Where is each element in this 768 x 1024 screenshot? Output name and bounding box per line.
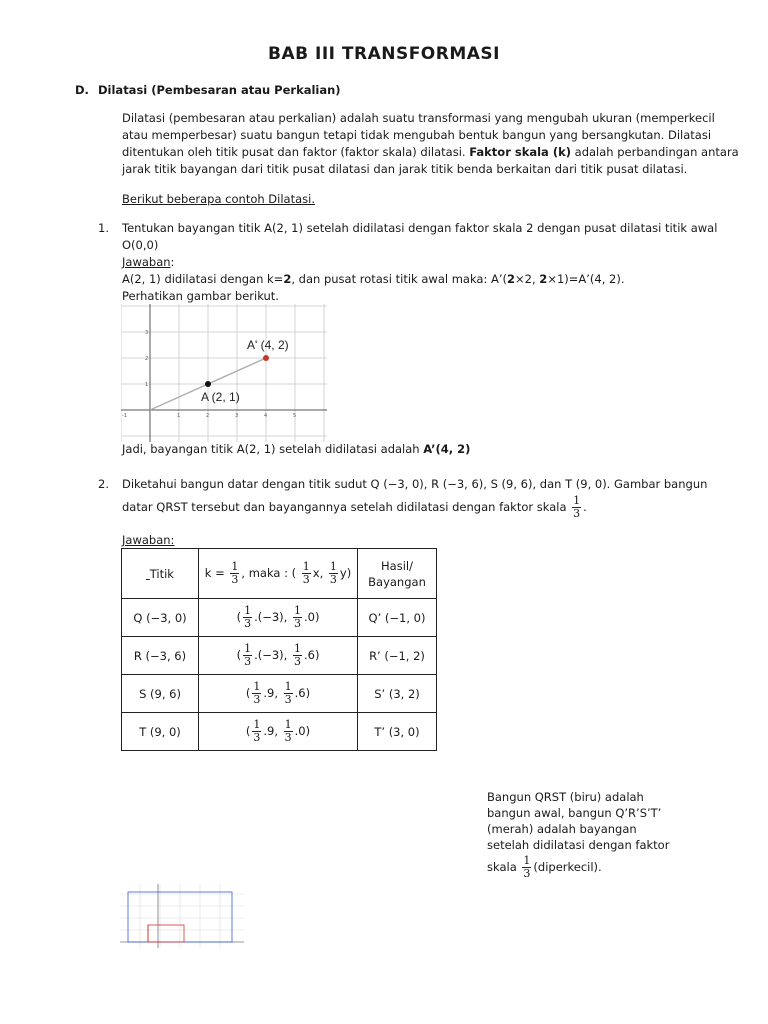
- answer-label-text: Jawaban: [122, 255, 171, 269]
- graph-grid: [120, 884, 244, 948]
- intro-line: [122, 144, 739, 161]
- table-row: [122, 713, 437, 751]
- answer-colon: :: [170, 255, 175, 269]
- answer-text: ×1)=A’(4, 2).: [547, 272, 625, 286]
- x-tick-label: 5: [293, 413, 297, 419]
- question-line: O(0,0): [122, 238, 159, 252]
- answer-text: ×2,: [515, 272, 540, 286]
- question-line: Diketahui bangun datar dengan titik sudut Q (−3, 0), R (−3, 6), S (9, 6), dan T (9, 0). Gambar bangun: [122, 477, 708, 491]
- answer-label: Jawaban:: [122, 533, 175, 547]
- question-end: .: [583, 500, 587, 514]
- point-a: [205, 381, 211, 387]
- answer-bold: 2: [507, 272, 516, 286]
- question-line: [122, 495, 587, 520]
- cell-hasil: T’ (3, 0): [358, 713, 437, 751]
- table-row: [122, 675, 437, 713]
- conclusion-text: Jadi, bayangan titik A(2, 1) setelah didilatasi adalah: [122, 442, 424, 456]
- answer-text: A(2, 1) didilatasi dengan k=: [122, 272, 284, 286]
- cell-formula: ( $\frac{1}{3}$ .(−3), $\frac{1}{3}$ .0): [199, 599, 358, 637]
- cell-formula: ( $\frac{1}{3}$ .9, $\frac{1}{3}$ .6): [199, 675, 358, 713]
- graph-note: [487, 789, 669, 880]
- table-row: [122, 599, 437, 637]
- note-line: skala $\frac{1}{3}$ (diperkecil).: [487, 854, 602, 880]
- y-tick-label: 2: [145, 356, 149, 362]
- section-letter: D.: [75, 83, 89, 97]
- example-1-number: 1.: [98, 221, 109, 235]
- table-header-row: [122, 549, 437, 599]
- example-1-conclusion: [122, 441, 470, 458]
- note-line: setelah didilatasi dengan faktor: [487, 838, 670, 852]
- shape-q-r-s-t-prime: [148, 925, 184, 942]
- cell-formula: ( $\frac{1}{3}$ .9, $\frac{1}{3}$ .0): [199, 713, 358, 751]
- dilation-table: [121, 548, 437, 751]
- graph-grid: [121, 304, 327, 442]
- examples-label: Berikut beberapa contoh Dilatasi.: [122, 192, 316, 206]
- answer-text: , dan pusat rotasi titik awal maka: A’(: [291, 272, 508, 286]
- intro-text: ditentukan oleh titik pusat dan faktor (faktor skala) dilatasi.: [122, 145, 470, 159]
- cell-hasil: Q’ (−1, 0): [358, 599, 437, 637]
- answer-line: Perhatikan gambar berikut.: [122, 289, 279, 303]
- cell-hasil: S’ (3, 2): [358, 675, 437, 713]
- point-a-prime-label: A' (4, 2): [247, 338, 289, 352]
- page-title: BAB III TRANSFORMASI: [268, 44, 500, 64]
- point-a-label: A (2, 1): [201, 390, 240, 404]
- conclusion-result: A’(4, 2): [423, 442, 471, 456]
- header-titik: Titik: [122, 549, 199, 599]
- point-a-prime: [263, 355, 269, 361]
- intro-line: Dilatasi (pembesaran atau perkalian) adalah suatu transformasi yang mengubah ukuran (memperkecil: [122, 111, 715, 125]
- intro-line: jarak titik bayangan dari titik pusat dilatasi dan jarak titik benda berkaitan dari titik pusat dilatasi.: [122, 162, 688, 176]
- scale-factor-term: Faktor skala (k): [469, 145, 571, 159]
- intro-paragraph: [122, 110, 739, 178]
- cell-titik: R (−3, 6): [122, 637, 199, 675]
- x-tick-label: 3: [235, 413, 239, 419]
- x-tick-label: 2: [206, 413, 210, 419]
- question-line: Tentukan bayangan titik A(2, 1) setelah didilatasi dengan faktor skala 2 dengan pusat dilatasi titik awal: [122, 221, 718, 235]
- x-tick-label: 4: [264, 413, 268, 419]
- y-tick-label: 1: [145, 382, 149, 388]
- answer-label: [122, 254, 717, 271]
- cell-formula: ( $\frac{1}{3}$ .(−3), $\frac{1}{3}$ .6): [199, 637, 358, 675]
- cell-titik: T (9, 0): [122, 713, 199, 751]
- note-line: Bangun QRST (biru) adalah: [487, 790, 644, 804]
- fraction-one-third: $\frac{1}{3}$: [573, 494, 581, 520]
- header-hasil: Hasil/ Bayangan: [358, 549, 437, 599]
- table-row: [122, 637, 437, 675]
- answer-line: [122, 271, 717, 288]
- cell-titik: Q (−3, 0): [122, 599, 199, 637]
- intro-text: adalah perbandingan antara: [571, 145, 739, 159]
- intro-line: atau memperbesar) suatu bangun tetapi tidak mengubah bentuk bangun yang bersangkutan. Dilatasi: [122, 128, 712, 142]
- cell-titik: S (9, 6): [122, 675, 199, 713]
- note-line: (merah) adalah bayangan: [487, 822, 637, 836]
- example-1-body: [122, 220, 717, 305]
- example-2-number: 2.: [98, 477, 109, 491]
- dilation-graph-1: [121, 304, 327, 442]
- x-tick-label: 1: [177, 413, 181, 419]
- answer-bold: 2: [283, 272, 292, 286]
- section-title: Dilatasi (Pembesaran atau Perkalian): [98, 83, 341, 97]
- cell-hasil: R’ (−1, 2): [358, 637, 437, 675]
- dilation-graph-2: [120, 884, 244, 948]
- answer-bold: 2: [539, 272, 548, 286]
- y-tick-label: 3: [145, 330, 149, 336]
- question-text: datar QRST tersebut dan bayangannya setelah didilatasi dengan faktor skala: [122, 500, 567, 514]
- note-line: bangun awal, bangun Q’R’S’T’: [487, 806, 662, 820]
- header-formula: k = $\frac{1}{3}$ , maka : ( $\frac{1}{3}$ x, $\frac{1}{3}$ y): [199, 549, 358, 599]
- x-tick-label: -1: [122, 413, 127, 419]
